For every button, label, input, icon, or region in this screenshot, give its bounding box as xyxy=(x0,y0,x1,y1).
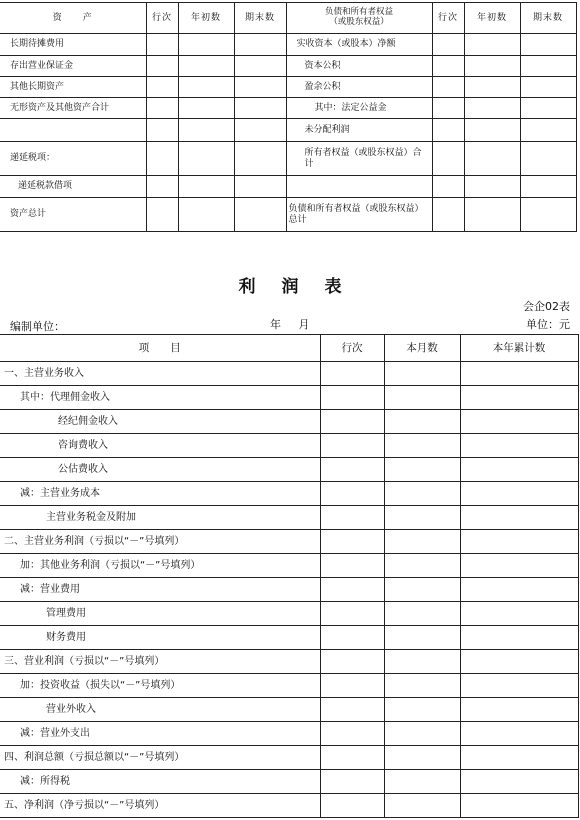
table-row xyxy=(0,674,578,698)
asset-label: 资产总计 xyxy=(0,198,146,232)
empty-cell xyxy=(320,626,384,650)
empty-cell xyxy=(234,56,286,77)
empty-cell xyxy=(234,98,286,119)
empty-cell xyxy=(464,56,520,77)
empty-cell xyxy=(146,56,178,77)
asset-label: 递延税款借项 xyxy=(0,176,146,198)
empty-cell xyxy=(520,119,576,142)
empty-cell xyxy=(320,530,384,554)
header-item: 项 目 xyxy=(0,335,320,362)
empty-cell xyxy=(384,698,460,722)
asset-label: 长期待摊费用 xyxy=(0,34,146,56)
empty-cell xyxy=(460,458,578,482)
liability-label: 所有者权益（或股东权益）合计 xyxy=(286,142,432,176)
empty-cell xyxy=(384,554,460,578)
table-row xyxy=(0,142,576,176)
empty-cell xyxy=(460,578,578,602)
empty-cell xyxy=(320,794,384,818)
header-row-no: 行次 xyxy=(320,335,384,362)
table-row xyxy=(0,434,578,458)
empty-cell xyxy=(178,56,234,77)
empty-cell xyxy=(460,794,578,818)
empty-cell xyxy=(464,119,520,142)
empty-cell xyxy=(384,506,460,530)
item-label: 管理费用 xyxy=(0,602,320,626)
table-row xyxy=(0,722,578,746)
table-row xyxy=(0,362,578,386)
empty-cell xyxy=(464,142,520,176)
empty-cell xyxy=(320,506,384,530)
empty-cell xyxy=(178,98,234,119)
header-liab-equity: 负债和所有者权益 （或股东权益） xyxy=(286,3,432,34)
header-row-no: 行次 xyxy=(146,3,178,34)
balance-sheet-table xyxy=(0,2,577,232)
liability-label: 盈余公积 xyxy=(286,77,432,98)
empty-cell xyxy=(384,722,460,746)
table-row xyxy=(0,482,578,506)
empty-cell xyxy=(384,578,460,602)
empty-cell xyxy=(432,176,464,198)
empty-cell xyxy=(384,602,460,626)
item-label: 一、主营业务收入 xyxy=(0,362,320,386)
empty-cell xyxy=(384,746,460,770)
empty-cell xyxy=(460,434,578,458)
empty-cell xyxy=(384,674,460,698)
empty-cell xyxy=(384,650,460,674)
table-row xyxy=(0,602,578,626)
item-label: 主营业务税金及附加 xyxy=(0,506,320,530)
item-label: 减：所得税 xyxy=(0,770,320,794)
header-begin-2: 年初数 xyxy=(464,3,520,34)
empty-cell xyxy=(460,626,578,650)
empty-cell xyxy=(460,722,578,746)
header-begin: 年初数 xyxy=(178,3,234,34)
asset-label: 其他长期资产 xyxy=(0,77,146,98)
item-label: 公估费收入 xyxy=(0,458,320,482)
empty-cell xyxy=(146,142,178,176)
table-row xyxy=(0,34,576,56)
table-row xyxy=(0,458,578,482)
item-label: 三、营业利润（亏损以“－”号填列） xyxy=(0,650,320,674)
income-statement-table xyxy=(0,334,579,818)
empty-cell xyxy=(384,770,460,794)
empty-cell xyxy=(320,722,384,746)
prepared-by-label: 编制单位： xyxy=(10,320,65,333)
table-row xyxy=(0,530,578,554)
empty-cell xyxy=(520,142,576,176)
period-label: 年 月 xyxy=(270,318,310,331)
empty-cell xyxy=(146,77,178,98)
empty-cell xyxy=(464,77,520,98)
header-row-no-2: 行次 xyxy=(432,3,464,34)
empty-cell xyxy=(320,650,384,674)
asset-label: 无形资产及其他资产合计 xyxy=(0,98,146,119)
liability-label: 其中：法定公益金 xyxy=(286,98,432,119)
asset-label xyxy=(0,119,146,142)
empty-cell xyxy=(432,77,464,98)
table-row xyxy=(0,746,578,770)
empty-cell xyxy=(320,746,384,770)
empty-cell xyxy=(146,119,178,142)
empty-cell xyxy=(320,554,384,578)
empty-cell xyxy=(320,602,384,626)
empty-cell xyxy=(384,386,460,410)
table-row xyxy=(0,98,576,119)
empty-cell xyxy=(520,77,576,98)
empty-cell xyxy=(178,142,234,176)
empty-cell xyxy=(460,698,578,722)
empty-cell xyxy=(520,98,576,119)
liability-label: 未分配利润 xyxy=(286,119,432,142)
empty-cell xyxy=(460,410,578,434)
empty-cell xyxy=(234,176,286,198)
empty-cell xyxy=(460,530,578,554)
empty-cell xyxy=(146,34,178,56)
empty-cell xyxy=(234,34,286,56)
empty-cell xyxy=(520,198,576,232)
item-label: 加：其他业务利润（亏损以“－”号填列） xyxy=(0,554,320,578)
table-row xyxy=(0,626,578,650)
empty-cell xyxy=(384,362,460,386)
empty-cell xyxy=(460,386,578,410)
item-label: 咨询费收入 xyxy=(0,434,320,458)
empty-cell xyxy=(460,554,578,578)
empty-cell xyxy=(460,746,578,770)
unit-label: 单位：元 xyxy=(526,318,570,331)
empty-cell xyxy=(178,176,234,198)
empty-cell xyxy=(178,198,234,232)
liability-label: 实收资本（或股本）净额 xyxy=(286,34,432,56)
empty-cell xyxy=(384,458,460,482)
empty-cell xyxy=(146,198,178,232)
table-row xyxy=(0,176,576,198)
empty-cell xyxy=(234,142,286,176)
table-row xyxy=(0,770,578,794)
empty-cell xyxy=(384,482,460,506)
item-label: 营业外收入 xyxy=(0,698,320,722)
income-header-row xyxy=(0,335,578,362)
header-end: 期末数 xyxy=(234,3,286,34)
empty-cell xyxy=(320,698,384,722)
empty-cell xyxy=(146,176,178,198)
empty-cell xyxy=(320,458,384,482)
empty-cell xyxy=(234,77,286,98)
table-row xyxy=(0,410,578,434)
empty-cell xyxy=(432,119,464,142)
empty-cell xyxy=(384,794,460,818)
empty-cell xyxy=(520,176,576,198)
empty-cell xyxy=(320,674,384,698)
item-label: 减：主营业务成本 xyxy=(0,482,320,506)
empty-cell xyxy=(464,34,520,56)
table-row xyxy=(0,554,578,578)
item-label: 其中：代理佣金收入 xyxy=(0,386,320,410)
asset-label: 递延税项： xyxy=(0,142,146,176)
empty-cell xyxy=(460,770,578,794)
empty-cell xyxy=(234,198,286,232)
liability-label xyxy=(286,176,432,198)
empty-cell xyxy=(384,434,460,458)
table-row xyxy=(0,794,578,818)
empty-cell xyxy=(464,176,520,198)
empty-cell xyxy=(320,482,384,506)
empty-cell xyxy=(464,98,520,119)
empty-cell xyxy=(460,482,578,506)
item-label: 财务费用 xyxy=(0,626,320,650)
empty-cell xyxy=(432,98,464,119)
header-assets: 资 产 xyxy=(0,3,146,34)
empty-cell xyxy=(520,34,576,56)
empty-cell xyxy=(460,650,578,674)
liability-label: 资本公积 xyxy=(286,56,432,77)
empty-cell xyxy=(320,770,384,794)
table-row xyxy=(0,698,578,722)
empty-cell xyxy=(432,56,464,77)
header-ytd: 本年累计数 xyxy=(460,335,578,362)
table-row xyxy=(0,198,576,232)
table-row xyxy=(0,77,576,98)
item-label: 减：营业外支出 xyxy=(0,722,320,746)
table-row xyxy=(0,56,576,77)
form-number: 会企02表 xyxy=(523,300,570,313)
empty-cell xyxy=(178,119,234,142)
table-row xyxy=(0,119,576,142)
item-label: 二、主营业务利润（亏损以“－”号填列） xyxy=(0,530,320,554)
item-label: 经纪佣金收入 xyxy=(0,410,320,434)
empty-cell xyxy=(234,119,286,142)
empty-cell xyxy=(460,506,578,530)
empty-cell xyxy=(146,98,178,119)
empty-cell xyxy=(320,578,384,602)
empty-cell xyxy=(384,626,460,650)
empty-cell xyxy=(320,386,384,410)
empty-cell xyxy=(432,34,464,56)
header-this-month: 本月数 xyxy=(384,335,460,362)
table-row xyxy=(0,650,578,674)
empty-cell xyxy=(432,142,464,176)
empty-cell xyxy=(460,602,578,626)
empty-cell xyxy=(320,362,384,386)
empty-cell xyxy=(320,434,384,458)
header-end-2: 期末数 xyxy=(520,3,576,34)
empty-cell xyxy=(460,362,578,386)
empty-cell xyxy=(178,34,234,56)
table-row xyxy=(0,578,578,602)
empty-cell xyxy=(384,530,460,554)
item-label: 加：投资收益（损失以“－”号填列） xyxy=(0,674,320,698)
empty-cell xyxy=(464,198,520,232)
item-label: 四、利润总额（亏损总额以“－”号填列） xyxy=(0,746,320,770)
balance-sheet-header-row xyxy=(0,3,576,34)
empty-cell xyxy=(320,410,384,434)
asset-label: 存出营业保证金 xyxy=(0,56,146,77)
item-label: 五、净利润（净亏损以“－”号填列） xyxy=(0,794,320,818)
item-label: 减：营业费用 xyxy=(0,578,320,602)
liability-label: 负债和所有者权益（或股东权益）总计 xyxy=(286,198,432,232)
empty-cell xyxy=(520,56,576,77)
empty-cell xyxy=(460,674,578,698)
table-row xyxy=(0,386,578,410)
table-row xyxy=(0,506,578,530)
empty-cell xyxy=(384,410,460,434)
income-statement-title: 利润表 xyxy=(238,277,368,297)
empty-cell xyxy=(178,77,234,98)
empty-cell xyxy=(432,198,464,232)
